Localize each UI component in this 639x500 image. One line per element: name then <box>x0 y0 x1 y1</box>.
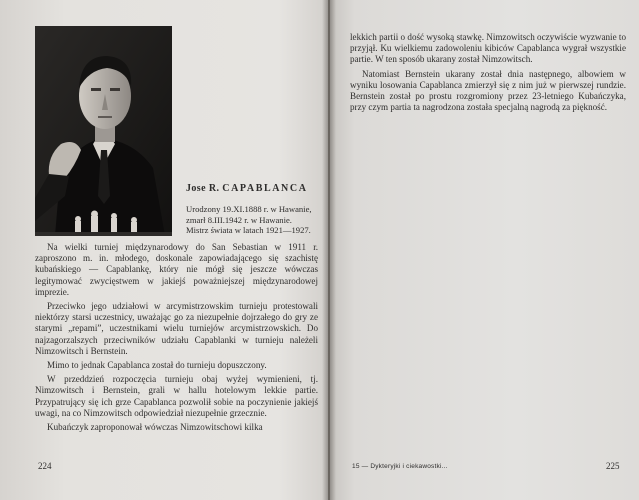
paragraph: Mimo to jednak Capablanca został do turnieju dopuszczony. <box>47 360 267 371</box>
page-number-left: 224 <box>38 461 52 471</box>
book-gutter <box>322 0 336 500</box>
caption-name-prefix: Jose R. <box>186 183 220 194</box>
paragraph: W przeddzień rozpoczęcia turnieju obaj wyżej wymienieni, tj. Nimzowitsch i Bernstein, grali w hallu hotelowym lekkie partie. Przypatrujący się ich grze Capablanca pozwolił sobie na poczynienie jakiejś uwagi, na co Nimzowitsch odpowiedział niezupełnie grzecznie. <box>35 374 318 418</box>
portrait-photo <box>35 26 172 236</box>
paragraph: Kubańczyk zaproponował wówczas Nimzowitschowi kilka <box>47 422 263 433</box>
page-number-right: 225 <box>606 461 620 471</box>
portrait-caption-name <box>186 183 316 194</box>
paragraph: Przeciwko jego udziałowi w arcymistrzowskim turnieju protestowali niektórzy starsi uczestnicy, uważając go za niezupełnie dojrzałego do gry ze starymi „repami”, uczestnikami wielu turniejów arcymistrzowskich. Do najzagorzalszych przeciwników udziału Capablanki w turnieju należeli Nimzowitsch i Bernstein. <box>35 301 318 356</box>
left-page-body <box>35 242 318 436</box>
portrait-illustration <box>35 26 172 236</box>
caption-name-surname: CAPABLANCA <box>222 183 308 194</box>
running-footer: 15 — Dykteryjki i ciekawostki... <box>352 463 448 470</box>
right-page-body <box>350 32 626 116</box>
portrait-caption-bio: Urodzony 19.XI.1888 r. w Hawanie, zmarł 8.III.1942 r. w Hawanie. Mistrz świata w latach 1921—1927. <box>186 204 312 236</box>
paragraph: Na wielki turniej międzynarodowy do San Sebastian w 1911 r. zaproszono m. in. młodego, doskonale zapowiadającego się szachistę kubańskiego — Capablankę, który nie mógł się jeszcze wówczas legitymować zwycięstwem w jakiejś poważniejszej międzynarodowej imprezie. <box>35 242 318 297</box>
paragraph: Natomiast Bernstein ukarany został dnia następnego, albowiem w wyniku losowania Capablanca zmierzył się z nim już w pierwszej rundzie. Bernstein został po prostu rozgromiony przez 23-letniego Kubańczyka, przy czym partia ta nagrodzona została specjalną nagrodą za piękność. <box>350 68 626 113</box>
paragraph: lekkich partii o dość wysoką stawkę. Nimzowitsch oczywiście wyzwanie to przyjął. Ku wielkiemu zadowoleniu kibiców Capablanca wygrał wszystkie partie. W ten sposób ukarany został Nimzowitsch. <box>350 32 626 65</box>
